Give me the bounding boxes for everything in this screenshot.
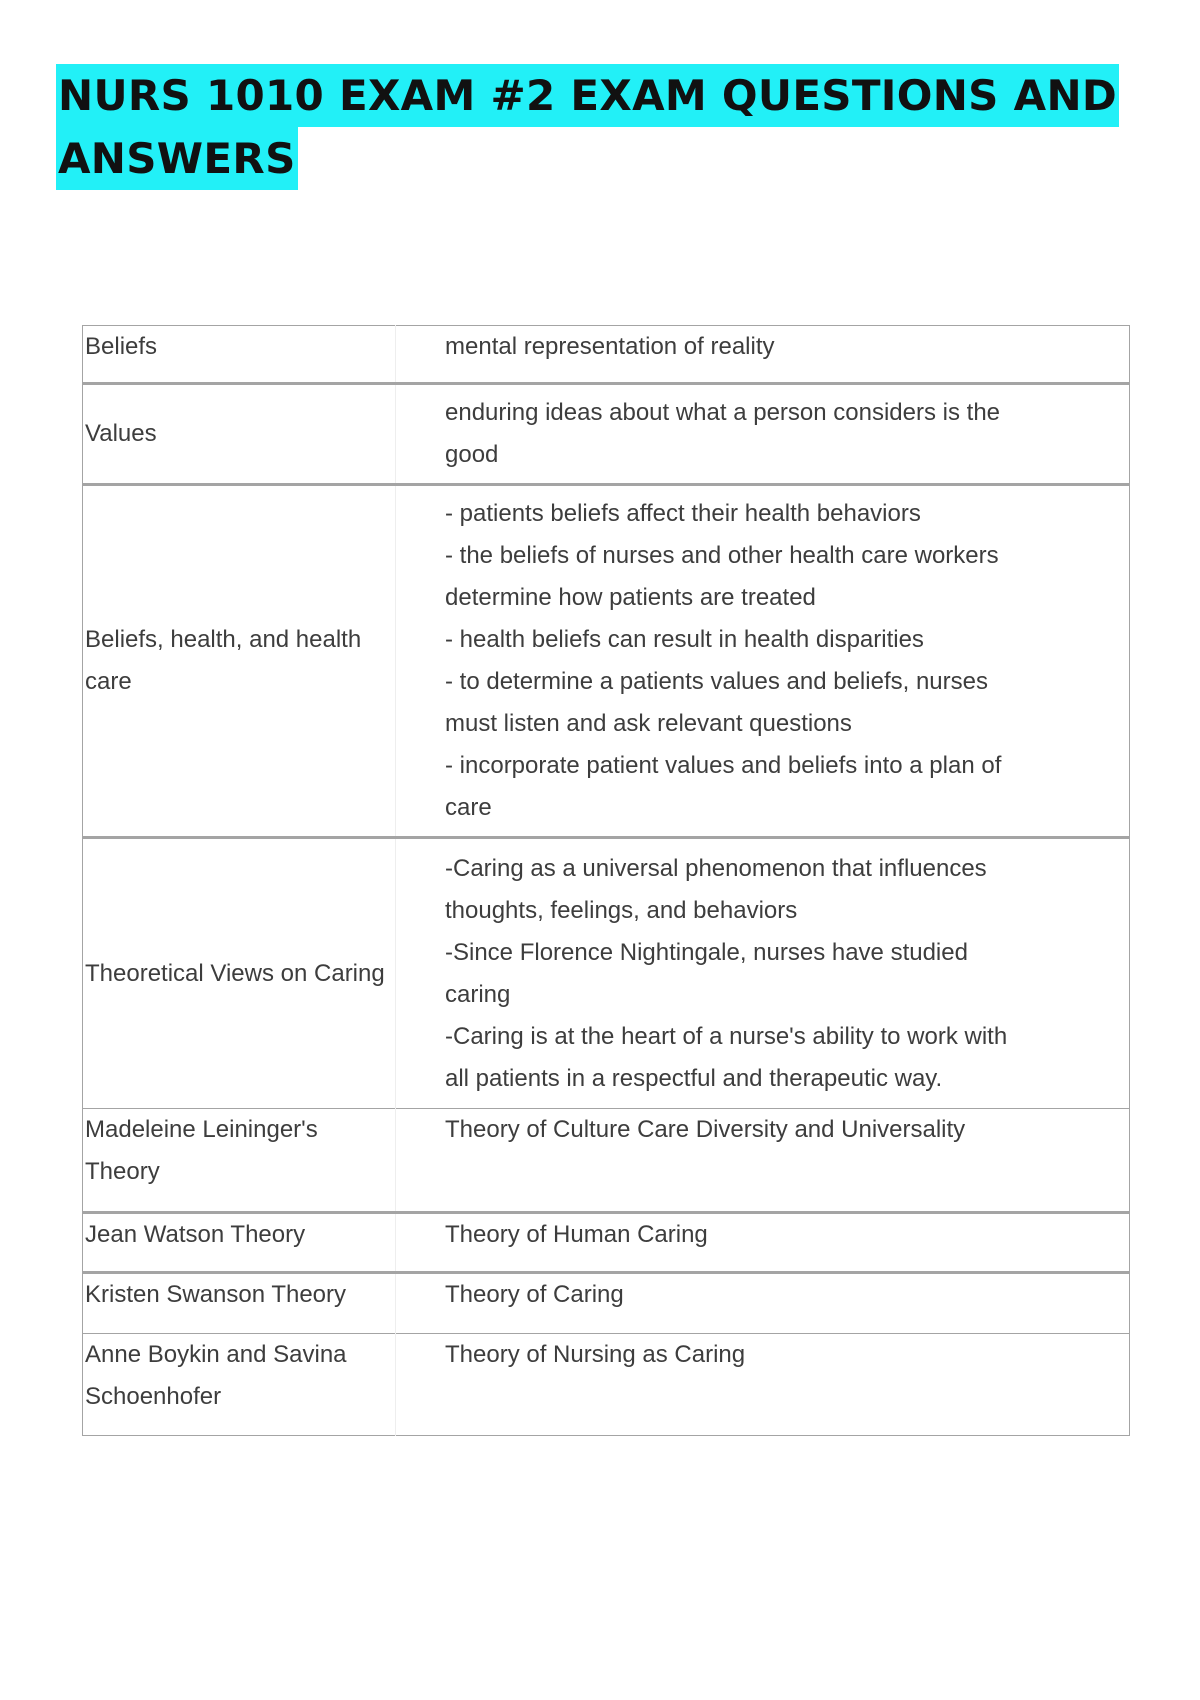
term-text: Anne Boykin and Savina Schoenhofer [85,1341,347,1410]
term-text: Beliefs [85,333,158,360]
definition-line: Theory of Culture Care Diversity and Universality [445,1116,966,1143]
term-text: Madeleine Leininger's Theory [85,1116,318,1185]
term-cell [83,1109,396,1213]
definition-line: - patients beliefs affect their health behaviors [445,500,921,527]
definition-line: mental representation of reality [445,333,775,360]
table-row [83,384,1130,485]
definition-cell [396,384,1130,485]
definition-line: determine how patients are treated [445,584,816,611]
qa-table [82,325,1130,1436]
title-line-1: NURS 1010 EXAM #2 EXAM QUESTIONS AND [56,64,1119,127]
definition-cell [396,485,1130,838]
definition-cell [396,1334,1130,1436]
definition-line: Theory of Human Caring [445,1221,708,1248]
term-cell [83,1273,396,1334]
definition-line: -Caring as a universal phenomenon that influences [445,854,987,882]
document-title [56,64,1118,190]
definition-line: all patients in a respectful and therapeutic way. [445,1064,943,1092]
term-cell [83,1334,396,1436]
title-line-2: ANSWERS [56,127,298,190]
definition-line: - to determine a patients values and beliefs, nurses [445,668,988,695]
definition-line: thoughts, feelings, and behaviors [445,896,798,924]
definition-line: good [445,441,499,468]
definition-line: Theory of Nursing as Caring [445,1341,746,1368]
definition-line: caring [445,980,511,1008]
term-text: Jean Watson Theory [85,1221,306,1248]
definition-cell [396,1213,1130,1273]
definition-line: - health beliefs can result in health disparities [445,626,924,653]
table-row [83,1334,1130,1436]
term-text: Theoretical Views on Caring [85,959,385,987]
table-row [83,1273,1130,1334]
term-cell [83,326,396,384]
term-text: Values [85,420,157,447]
table-row [83,326,1130,384]
term-text: Beliefs, health, and health care [85,626,362,695]
definition-line: care [445,794,492,821]
definition-line: must listen and ask relevant questions [445,710,852,737]
term-cell [83,1213,396,1273]
definition-line: enduring ideas about what a person considers is the [445,399,1001,426]
term-cell [83,384,396,485]
definition-line: - incorporate patient values and beliefs into a plan of [445,752,1002,779]
table-row [83,838,1130,1109]
definition-line: - the beliefs of nurses and other health care workers [445,542,999,569]
definition-cell [396,326,1130,384]
definition-line: -Since Florence Nightingale, nurses have studied [445,938,968,966]
table-row [83,485,1130,838]
table-row [83,1213,1130,1273]
term-cell [83,838,396,1109]
definition-cell [396,838,1130,1109]
term-cell [83,485,396,838]
definition-line: Theory of Caring [445,1281,624,1308]
definition-cell [396,1109,1130,1213]
definition-cell [396,1273,1130,1334]
table-row [83,1109,1130,1213]
term-text: Kristen Swanson Theory [85,1281,347,1308]
definition-line: -Caring is at the heart of a nurse's ability to work with [445,1022,1008,1050]
